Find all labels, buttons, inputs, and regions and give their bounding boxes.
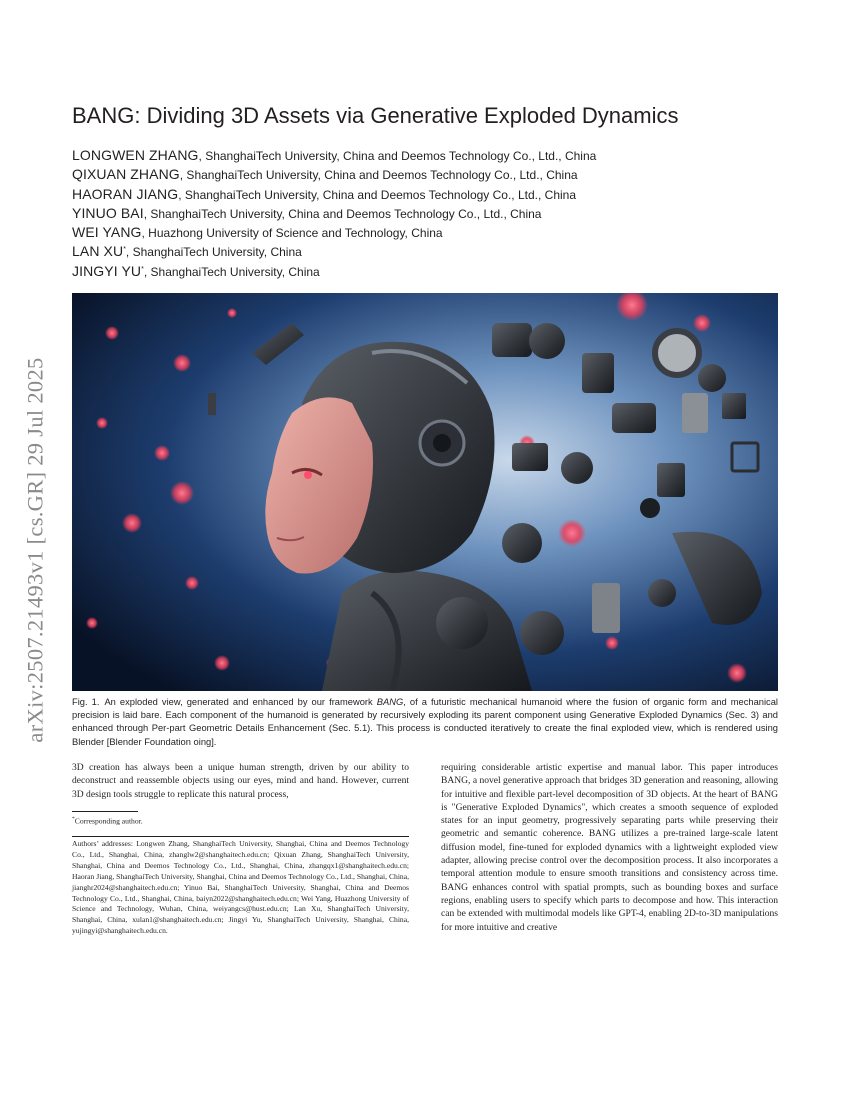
author-affiliation: , Huazhong University of Science and Technology, China [141,226,443,241]
arxiv-stamp [18,310,54,790]
footnote [72,814,409,827]
caption-text-before: An exploded view, generated and enhanced by our framework [104,697,377,707]
figure-label: Fig. 1. [72,697,100,707]
author-line [72,204,772,223]
author-affiliation: , ShanghaiTech University, China and Deemos Technology Co., Ltd., China [143,206,542,221]
author-line [72,242,772,261]
author-line [72,146,772,165]
caption-emphasis: BANG [376,697,404,707]
author-name: WEI YANG [72,224,142,241]
authors-addresses: Authors’ addresses: Longwen Zhang, ShanghaiTech University, Shanghai, China and Deemos Technology Co., Ltd., Shanghai, China, zhanglw2@shanghaitech.edu.cn; Qixuan Zhang, ShanghaiTech University, Shanghai, China and Deemos Technology Co., Ltd., Shanghai, China, zhangqx1@shanghaitech.edu.cn; Haoran Jiang, ShanghaiTech University, Shanghai, China and Deemos Technology Co., Ltd., Shanghai, China, jianghr2024@shanghaitech.edu.cn; Yinuo Bai, ShanghaiTech University, Shanghai, China and Deemos Technology Co., Ltd., Shanghai, China, baiyn2022@shanghaitech.edu.cn; Wei Yang, Huazhong University of Science and Technology, Wuhan, China, weiyangcs@hust.edu.cn; Lan Xu, ShanghaiTech University, Shanghai, China, xulan1@shanghaitech.edu.cn; Jingyi Yu, ShanghaiTech University, Shanghai, China, yujingyi@shanghaitech.edu.cn. [72,839,409,936]
footnote-mark: * [72,816,75,822]
arxiv-identifier: arXiv:2507.21493v1 [cs.GR] 29 Jul 2025 [23,357,48,743]
exploded-humanoid-render [72,293,778,691]
body-paragraph: 3D creation has always been a unique human strength, driven by our ability to deconstruct and reassemble objects using our eyes, mind and hand. However, current 3D design tools struggle to replicate this natural process, [72,762,409,800]
author-affiliation: , ShanghaiTech University, China [143,264,320,279]
author-affiliation: , ShanghaiTech University, China and Deemos Technology Co., Ltd., China [179,168,578,183]
author-name: LAN XU [72,243,124,260]
addresses-rule [72,836,409,837]
body-paragraph: requiring considerable artistic expertise and manual labor. This paper introduces BANG, a novel generative approach that bridges 3D generation and reasoning, allowing for intuitive and flexible part-level decomposition of 3D objects. At the heart of BANG is "Generative Exploded Dynamics", which creates a smooth sequence of exploded states for an input geometry, progressively separating parts while preserving their geometric and semantic coherence. BANG utilizes a pre-trained large-scale latent diffusion model, fine-tuned for exploded dynamics with a lightweight exploded view adapter, allowing precise control over the decomposition process. It also incorporates a temporal attention module to ensure smooth transitions and consistency across time. BANG enhances control with spatial prompts, such as bounding boxes and surface regions, enabling users to specify which parts to decompose and how. This interaction can be extended with multimodal models like GPT-4, enabling 2D-to-3D manipulations for more intuitive and creative [441,762,778,933]
right-column [441,761,778,934]
author-affiliation: , ShanghaiTech University, China and Deemos Technology Co., Ltd., China [198,149,597,163]
footnote-text: Corresponding author. [74,816,143,826]
left-column [72,761,409,801]
author-line [72,165,772,184]
author-line [72,262,772,281]
author-line [72,185,772,204]
author-affiliation: , ShanghaiTech University, China [125,245,302,260]
author-name: JINGYI YU [72,262,142,279]
author-name: YINUO BAI [72,204,144,221]
paper-title: BANG: Dividing 3D Assets via Generative Exploded Dynamics [72,103,679,128]
author-name: QIXUAN ZHANG [72,166,180,183]
footnote-rule [72,811,138,812]
author-line [72,223,772,242]
author-mark: * [123,246,126,254]
author-name: HAORAN JIANG [72,185,179,202]
caption-text-after: , of a futuristic mechanical humanoid where the fusion of organic form and mechanical precision is laid bare. Each component of the humanoid is generated by recursively exploding its parent component using Generative Exploded Dynamics (Sec. 3) and enhanced through Per-part Geometric Details Enhancement (Sec. 5.1). This process is conducted iteratively to create the final exploded view, which is rendered using Blender [Blender Foundation oing]. [72,697,779,747]
author-mark: * [141,265,144,273]
author-name: LONGWEN ZHANG [72,147,199,163]
teaser-figure-image [72,293,778,691]
author-affiliation: , ShanghaiTech University, China and Deemos Technology Co., Ltd., China [178,187,576,202]
figure-caption [72,696,778,749]
author-list [72,146,772,281]
